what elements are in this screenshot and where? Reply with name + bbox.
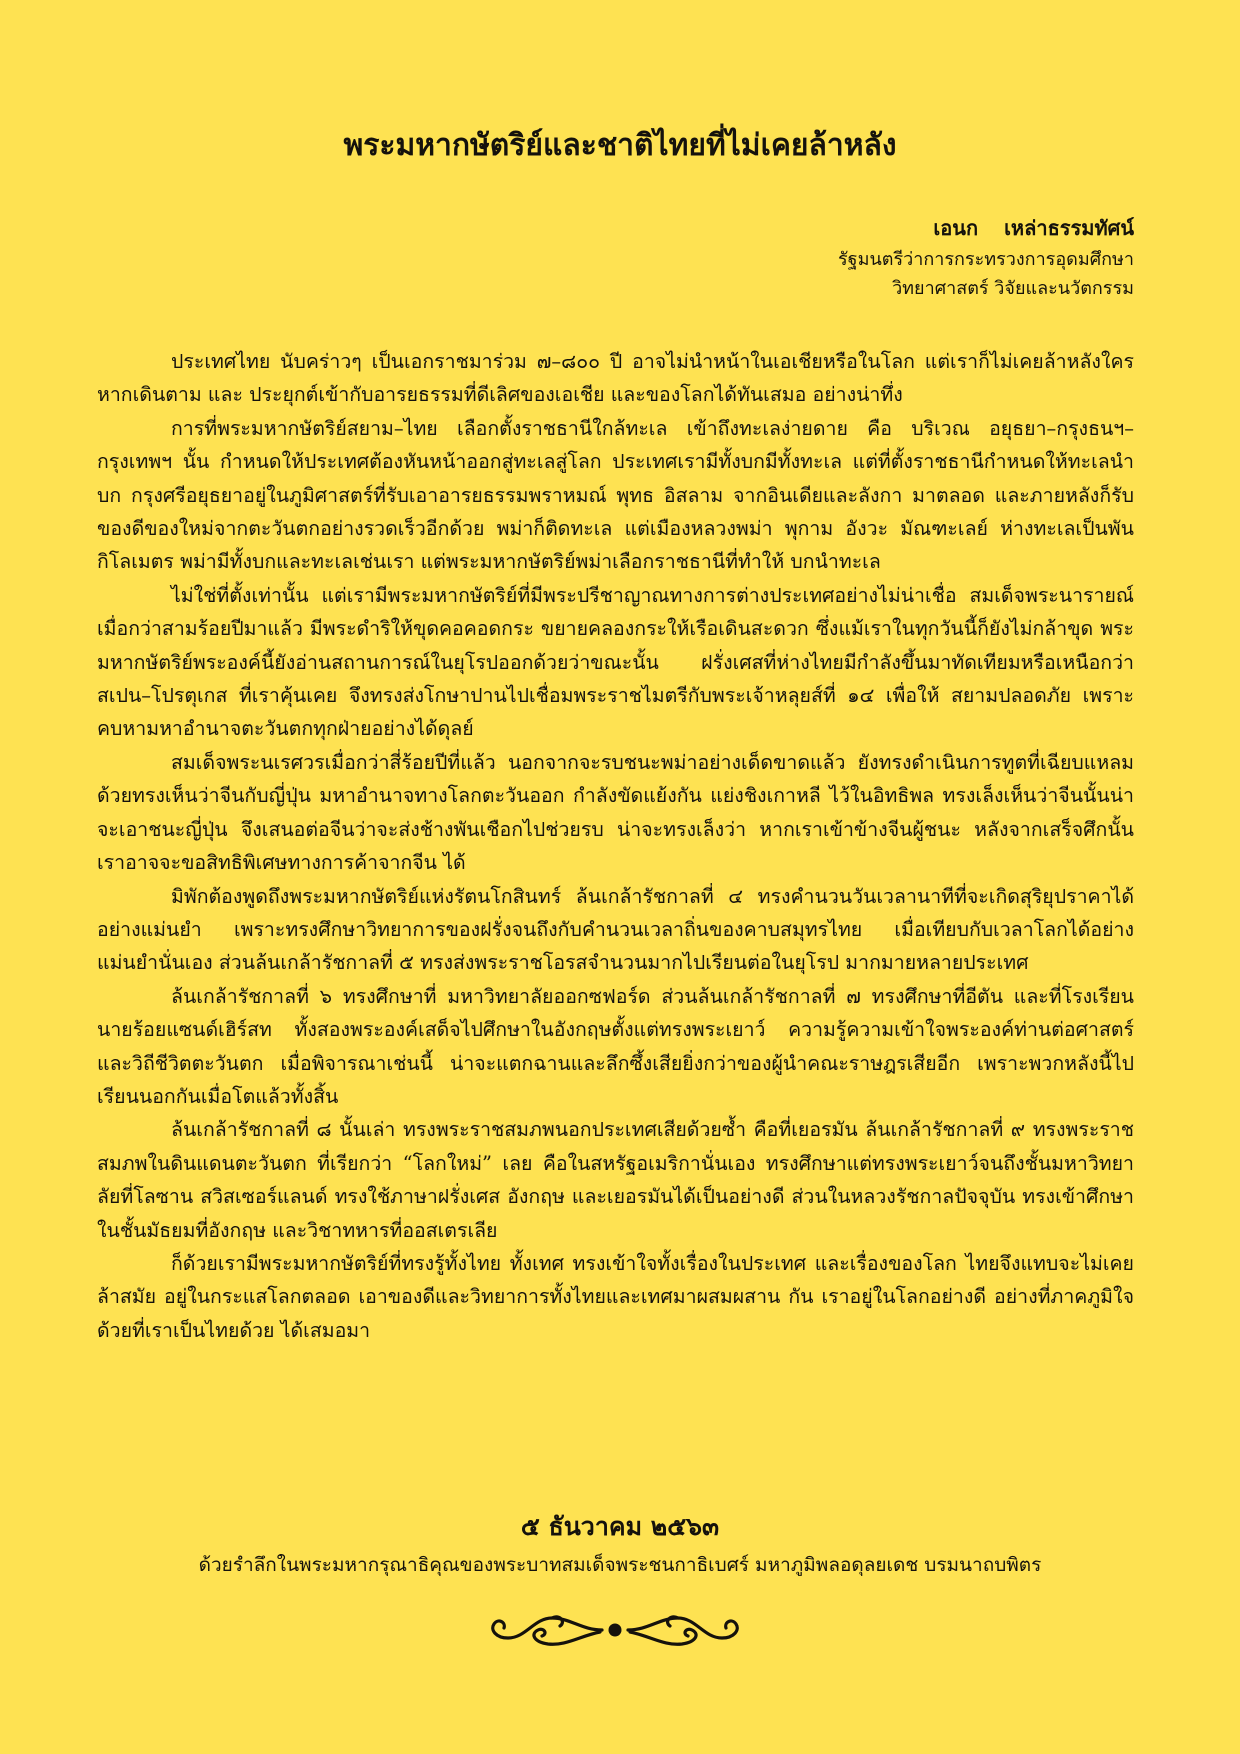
article-body (97, 345, 1134, 1347)
author-first-name: เอนก (933, 216, 979, 240)
flourish-divider-icon (482, 1604, 748, 1656)
document-date: ๕ ธันวาคม ๒๕๖๓ (520, 1512, 720, 1541)
author-block (534, 211, 1134, 303)
author-position-line1: รัฐมนตรีว่าการกระทรวงการอุดมศึกษา (837, 249, 1134, 270)
document-title: พระมหากษัตริย์และชาติไทยที่ไม่เคยล้าหลัง (343, 128, 897, 163)
dedication-line: ด้วยรำลึกในพระมหากรุณาธิคุณของพระบาทสมเด็จพระชนกาธิเบศร์ มหาภูมิพลอดุลยเดช บรมนาถบพิตร (198, 1554, 1042, 1576)
paragraph: ประเทศไทย นับคร่าวๆ เป็นเอกราชมาร่วม ๗–๘๐๐ ปี อาจไม่นำหน้าในเอเชียหรือในโลก แต่เราก็ไม่เคยล้าหลังใคร หากเดินตาม และ ประยุกต์เข้ากับอารยธรรมที่ดีเลิศของเอเชีย และของโลกได้ทันเสมอ อย่างน่าทึ่ง (97, 350, 1134, 407)
paragraph: ไม่ใช่ที่ตั้งเท่านั้น แต่เรามีพระมหากษัตริย์ที่มีพระปรีชาญาณทางการต่างประเทศอย่างไม่น่าเชื่อ สมเด็จพระนารายณ์ เมื่อกว่าสามร้อยปีมาแล้ว มีพระดำริให้ขุดคอคอดกระ ขยายคลองกระให้เรือเดินสะดวก ซึ่งแม้เราในทุกวันนี้ก็ยังไม่กล้าขุด พระมหากษัตริย์พระองค์นี้ยังอ่านสถานการณ์ในยุโรปออกด้วยว่าขณะนั้น ฝรั่งเศสที่ห่างไทยมีกำลังขึ้นมาทัดเทียมหรือเหนือกว่าสเปน–โปรตุเกส ที่เราคุ้นเคย จึงทรงส่งโกษาปานไปเชื่อมพระราชไมตรีกับพระเจ้าหลุยส์ที่ ๑๔ เพื่อให้ สยามปลอดภัย เพราะ คบหามหาอำนาจตะวันตกทุกฝ่ายอย่างได้ดุลย์ (97, 583, 1134, 741)
paragraph: สมเด็จพระนเรศวรเมื่อกว่าสี่ร้อยปีที่แล้ว นอกจากจะรบชนะพม่าอย่างเด็ดขาดแล้ว ยังทรงดำเนินการทูตที่เฉียบแหลม ด้วยทรงเห็นว่าจีนกับญี่ปุ่น มหาอำนาจทางโลกตะวันออก กำลังขัดแย้งกัน แย่งชิงเกาหลี ไว้ในอิทธิพล ทรงเล็งเห็นว่าจีนนั้นน่าจะเอาชนะญี่ปุ่น จึงเสนอต่อจีนว่าจะส่งช้างพันเชือกไปช่วยรบ น่าจะทรงเล็งว่า หากเราเข้าข้างจีนผู้ชนะ หลังจากเสร็จศึกนั้น เราอาจจะขอสิทธิพิเศษทางการค้าจากจีน ได้ (97, 750, 1134, 875)
paragraph: ล้นเกล้ารัชกาลที่ ๖ ทรงศึกษาที่ มหาวิทยาลัยออกซฟอร์ด ส่วนล้นเกล้ารัชกาลที่ ๗ ทรงศึกษาที่อีตัน และที่โรงเรียนนายร้อยแซนด์เฮิร์สท ทั้งสองพระองค์เสด็จไปศึกษาในอังกฤษตั้งแต่ทรงพระเยาว์ ความรู้ความเข้าใจพระองค์ท่านต่อศาสตร์และวิถีชีวิตตะวันตก เมื่อพิจารณาเช่นนี้ น่าจะแตกฉานและลึกซึ้งเสียยิ่งกว่าของผู้นำคณะราษฎรเสียอีก เพราะพวกหลังนี้ไปเรียนนอกกันเมื่อโตแล้วทั้งสิ้น (97, 984, 1134, 1108)
author-last-name: เหล่าธรรมทัศน์ (1004, 216, 1134, 240)
paragraph: มิพักต้องพูดถึงพระมหากษัตริย์แห่งรัตนโกสินทร์ ล้นเกล้ารัชกาลที่ ๔ ทรงคำนวนวันเวลานาทีที่จะเกิดสุริยุปราคาได้อย่างแม่นยำ เพราะทรงศึกษาวิทยาการของฝรั่งจนถึงกับคำนวนเวลาถิ่นของคาบสมุทรไทย เมื่อเทียบกับเวลาโลกได้อย่างแม่นยำนั่นเอง ส่วนล้นเกล้ารัชกาลที่ ๕ ทรงส่งพระราชโอรสจำนวนมากไปเรียนต่อในยุโรป มากมายหลายประเทศ (97, 884, 1134, 975)
author-position-line2: วิทยาศาสตร์ วิจัยและนวัตกรรม (892, 278, 1134, 299)
paragraph: ล้นเกล้ารัชกาลที่ ๘ นั้นเล่า ทรงพระราชสมภพนอกประเทศเสียด้วยซ้ำ คือที่เยอรมัน ล้นเกล้ารัชกาลที่ ๙ ทรงพระราชสมภพในดินแดนตะวันตก ที่เรียกว่า “โลกใหม่” เลย คือในสหรัฐอเมริกานั่นเอง ทรงศึกษาแต่ทรงพระเยาว์จนถึงชั้นมหาวิทยาลัยที่โลซาน สวิสเซอร์แลนด์ ทรงใช้ภาษาฝรั่งเศส อังกฤษ และเยอรมันได้เป็นอย่างดี ส่วนในหลวงรัชกาลปัจจุบัน ทรงเข้าศึกษาในชั้นมัธยมที่อังกฤษ และวิชาทหารที่ออสเตรเลีย (97, 1118, 1134, 1242)
paragraph: ก็ด้วยเรามีพระมหากษัตริย์ที่ทรงรู้ทั้งไทย ทั้งเทศ ทรงเข้าใจทั้งเรื่องในประเทศ และเรื่องของโลก ไทยจึงแทบจะไม่เคยล้าสมัย อยู่ในกระแสโลกตลอด เอาของดีและวิทยาการทั้งไทยและเทศมาผสมผสาน กัน เราอยู่ในโลกอย่างดี อย่างที่ภาคภูมิใจด้วยที่เราเป็นไทยด้วย ได้เสมอมา (97, 1251, 1134, 1342)
author-name (534, 211, 1134, 245)
paragraph: การที่พระมหากษัตริย์สยาม–ไทย เลือกตั้งราชธานีใกล้ทะเล เข้าถึงทะเลง่ายดาย คือ บริเวณ อยุธยา–กรุงธนฯ–กรุงเทพฯ นั้น กำหนดให้ประเทศต้องหันหน้าออกสู่ทะเลสู่โลก ประเทศเรามีทั้งบกมีทั้งทะเล แต่ที่ตั้งราชธานีกำหนดให้ทะเลนำบก กรุงศรีอยุธยาอยู่ในภูมิศาสตร์ที่รับเอาอารยธรรมพราหมณ์ พุทธ อิสลาม จากอินเดียและลังกา มาตลอด และภายหลังก็รับของดีของใหม่จากตะวันตกอย่างรวดเร็วอีกด้วย พม่าก็ติดทะเล แต่เมืองหลวงพม่า พุกาม อังวะ มัณฑะเลย์ ห่างทะเลเป็นพันกิโลเมตร พม่ามีทั้งบกและทะเลเช่นเรา แต่พระมหากษัตริย์พม่าเลือกราชธานีที่ทำให้ บกนำทะเล (97, 416, 1134, 574)
